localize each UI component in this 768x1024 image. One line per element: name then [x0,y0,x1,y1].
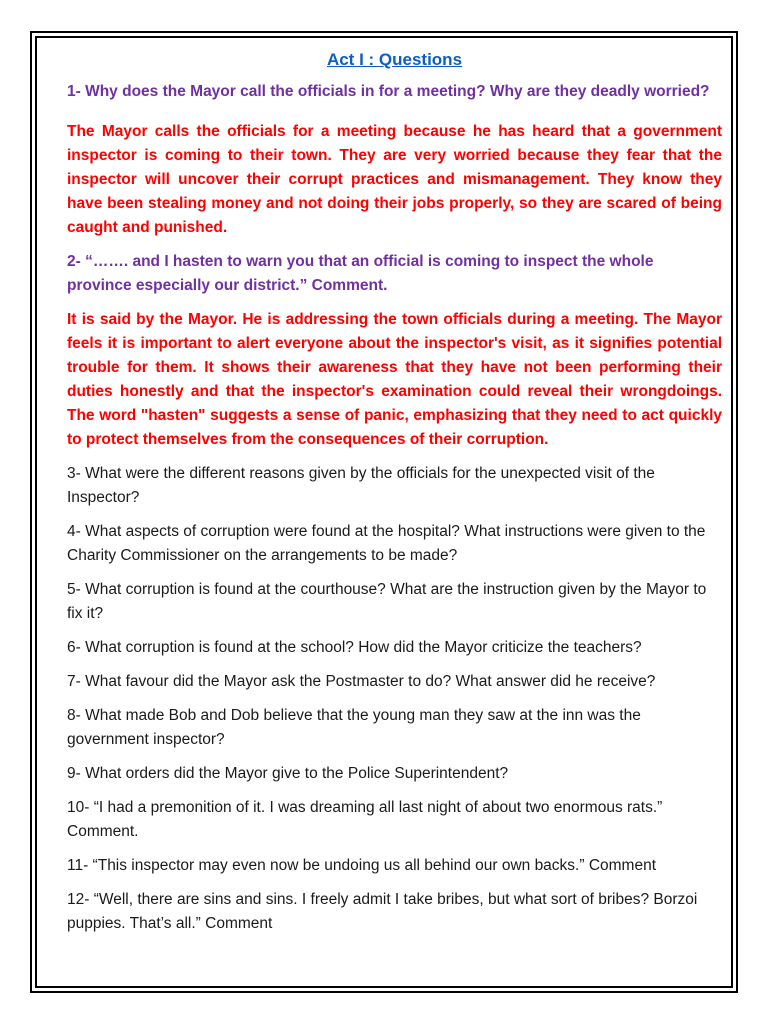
question-2: 2- “……. and I hasten to warn you that an official is coming to inspect the whole province especially our district.” Comment. [67,253,654,294]
question-12: 12- “Well, there are sins and sins. I freely admit I take bribes, but what sort of bribes? Borzoi puppies. That’s all.” Comment [67,891,698,932]
question-4: 4- What aspects of corruption were found at the hospital? What instructions were given to the Charity Commissioner on the arrangements to be made? [67,523,706,564]
question-6: 6- What corruption is found at the school? How did the Mayor criticize the teachers? [67,639,642,656]
question-7: 7- What favour did the Mayor ask the Postmaster to do? What answer did he receive? [67,673,656,690]
answer-1: The Mayor calls the officials for a meeting because he has heard that a government inspector is coming to their town. They are very worried because they fear that the inspector will uncover their corrupt practices and mismanagement. They know they have been stealing money and not doing their jobs properly, so they are scared of being caught and punished. [67,123,722,236]
question-5: 5- What corruption is found at the courthouse? What are the instruction given by the Mayor to fix it? [67,581,707,622]
answer-2: It is said by the Mayor. He is addressing the town officials during a meeting. The Mayor feels it is important to alert everyone about the inspector's visit, as it signifies potential trouble for them. It shows their awareness that they have not been performing their duties honestly and that the inspector's examination could reveal their wrongdoings. The word "hasten" suggests a sense of panic, emphasizing that they need to act quickly to protect themselves from the consequences of their corruption. [67,311,722,448]
question-1: 1- Why does the Mayor call the officials in for a meeting? Why are they deadly worried? [67,83,710,100]
document-content [67,46,722,946]
question-3: 3- What were the different reasons given by the officials for the unexpected visit of the Inspector? [67,465,655,506]
question-10: 10- “I had a premonition of it. I was dreaming all last night of about two enormous rats.” Comment. [67,799,663,840]
question-11: 11- “This inspector may even now be undoing us all behind our own backs.” Comment [67,857,657,874]
question-9: 9- What orders did the Mayor give to the Police Superintendent? [67,765,509,782]
document-title: Act I : Questions [326,50,463,69]
question-8: 8- What made Bob and Dob believe that the young man they saw at the inn was the government inspector? [67,707,641,748]
